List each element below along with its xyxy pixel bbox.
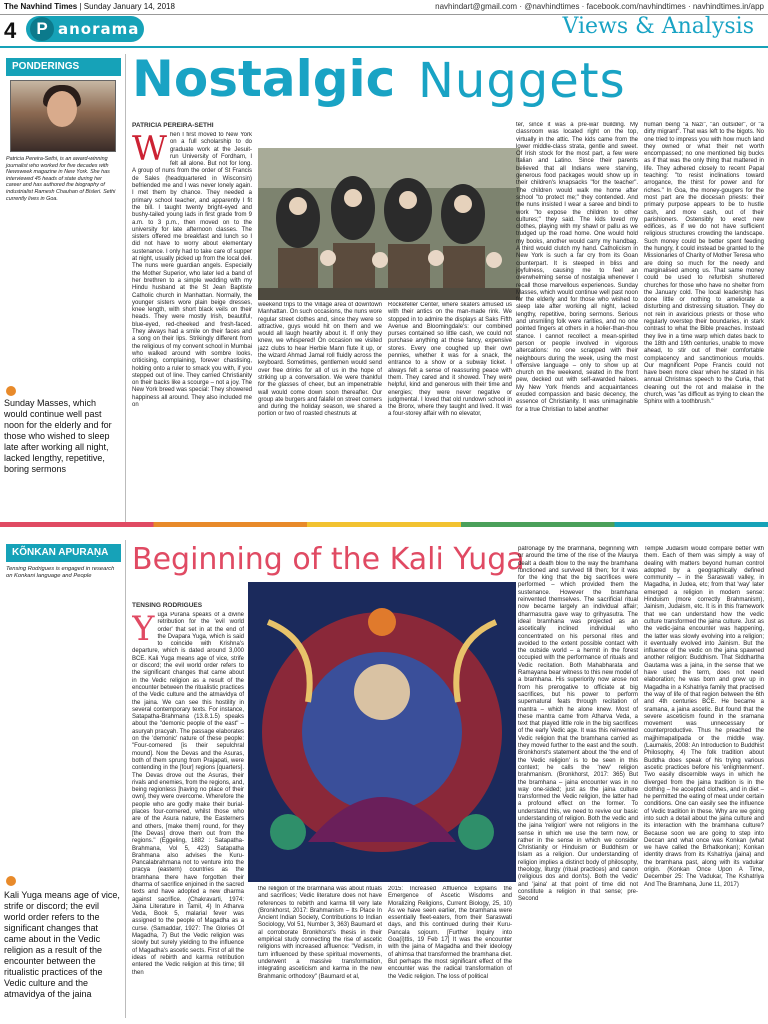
column-divider [125,54,126,524]
konkan-column-2: the religion of the bramhana was about rituals and sacrifices; Vedic literature does not have references to rebirth and karma till very late (Bronkhorst, 2017: Brahmanism – Its Place In Ancient Indian Society, Contributions to Indian Sociology, Vol 51, Number 3, 363) Baumard et al corroborate Bronkhorst's thesis in their empirical study connecting the rise of ascetic religions with increased affluence: "Vedism, in turn influenced by these spiritual movements, underwent a massive transformation, integrating asceticism and karma in the new Brahmanic orthodoxy" (Baumard et al, [258,886,382,980]
konkan-author-bio: Tensing Rodrigues is engaged in research on Konkani language and People [6,566,115,579]
article-column-1 [132,132,252,518]
drop-cap-2: Y [132,612,155,649]
author-portrait [10,80,116,152]
pull-quote-dot [6,386,16,396]
headline-bold: Nostalgic [132,50,396,108]
article-column-3: Rockefeller Center, where skaters amused us with their antics on the man-made rink. We stopped in to admire the displays at Saks Fifth Avenue and Bloomingdale's: our combined purses contained so little cash, we could not purchase anything at those fancy, expensive stores. Every one coughed up their own pennies, whether it was for a snack, the entrance to a show or a subway ticket. I always felt a sense of reassuring peace with them. They cared and it showed. They were helpful, kind and generous with their time and energies; they were never negative or judgmental. I loved that old rundown school in the Bronx, where they taught and lived. It was a four-storey affair with no elevator, [388,302,512,418]
issue-date: Sunday January 14, 2018 [83,2,175,11]
article-column-4: ter, since it was a pre-war building. My classroom was located right on the top, virtually in the attic. The kids came from the lower middle-class strata, gentle and sweet. Of Irish stock for the most part, a few were Italian and Latino. Since their parents believed that all Indians were starving, generous food packages would show up in their children's knapsacks "for the teacher". The children would walk me home after school "to protect me;" they contended. And the nuns insisted I wear a saree and bindi to work "to expose the children to other cultures;" they said. The kids loved my clothes, playing with my shawl or pallu as we trudged up the road home. One would hold my books, another would carry my handbag. A third would clutch my hand. Catholicism in New York is such a far cry from its Goan counterpart. It is steeped in bliss and joyfulness, causing me to feel an overwhelming sense of nostalgia whenever I recall those marvellous experiences. Sunday Masses, which would continue well past noon for the elderly and for those who wished to sleep late after working all night, lacked lengthy, repetitive, boring sermons. Serious and unsmiling folk were rarities, and no one pointed fingers at others in a holier-than-thou stance. I cannot recollect a mean-spirited person or people involved in vigorous altercations: no one scrapped with their neighbours during the week, using the most offensive language – only to show up at church on the weekend, seated in the front pew, decked out with self-awarded haloes. My New York friends and acquaintances exuded compassion and basic decency, the essence of Christianity. It was unimaginable for a true Christian to label another [516,122,638,413]
kali-yuga-painting [248,582,516,882]
paper-name: The Navhind Times [4,2,78,11]
article-headline [132,50,395,108]
masthead-rule [0,46,768,48]
pull-quote-dot-2 [6,876,16,886]
panorama-logo-initial: P [30,17,54,41]
nuns-group-photo [258,148,520,300]
page-number: 4 [4,18,17,43]
masthead-bar [0,0,768,15]
konkan-column-4: patronage by the bramhana, beginning with or around the time of the rise of the Maurya dealt a death blow to the way the bramhana functioned and survived till then; for it was for the king that the big sacrifices were performed – which provided them the sustenance. However the bramhana reinvented themselves. The sacrificial ritual now became largely an individual affair; dharmasutra gave way to grihyasutra. The ideal bramhana was projected as an ascetically inclined individual who concentrated on his personal rites and avoided to the extent possible contact with the outside world – a hermit in the forest occupied with the performance of rituals and Vedic recitation. Both Mahabharata and Ramayana bear witness to this new model of a bramhana. His superiority now arose not from his prerogative to officiate at big sacrifices, but his power to perform supernatural feats through recitation of mantra – which he alone knew. Most of these mantra came from Atharva Veda, a text that played little role in the big sacrifices of the early Vedic age. It was this reinvented Vedic religion that the bramhana carried as they moved further to the east and the south. Bronkhorst's statement about the 'the end of the Vedic religion' is to be seen in this context; he calls the 'new' religion brahmanism. (Bronkhorst, 2017: 365) But the bramhana – jaina encounter was in no way one-sided; just as the jaina culture transformed the Vedic religion, the latter had a profound effect on the former. To understand this, we need to revive our basic understanding of religion. Both the vedic and the jaina 'religion' were not religions in the sense in which we use the term now, or rather in the sense in which we consider Christianity or Hinduism or Buddhism or Islam as a religion. Our understanding of religion implies a distinct body of philosophy, theology, liturgy (ritual practices) and canon (religious dos and don'ts). Both the 'vedic' and 'jaina' at that point of time did not constitute a religion in that sense; pre-Second [518,546,638,903]
konkan-column-5: Temple Judaism would compare better with them. Each of them was simply a way of dealing with matters beyond human control adopted by a geographically defined community – in the Saraswati valley, in Magadha, in Judea, etc; from that 'way' later emerged a religion in modern sense: Hinduism (more correctly Brahmanism), Jainism, Judaism, etc. It is in this framework that we can understand how the vedic culture transformed the jaina culture. Just as the vedic-jaina encounter was happening, the latter was slowly evolving into a religion; it eventually evolved into Jainism. But the influence of the vedic on the jaina spawned another religion: Buddhism. That Siddhartha Gautama was a jaina, in the sense that we have used the term, does not need elaboration; he was born and grew up in Magadha in a Kshatriya family that practised the way of life of that region between the 6th and 4th centuries BCE. He became a sramana, a jaina ascetic. But found that the severe asceticism found in the sramana movement was unnecessary or counterproductive. Thus he preached the majjhimapatipada or the middle way. (Laumakis, 2008: An Introduction to Buddhist Philosophy, 4) The folk tradition about Buddha does speak of his trying various ascetic practices before his 'enlightenment'. Two easily discernible ways in which he diverged from the jaina tradition is in the clothing – he accepted clothes, and in diet – he permitted the eating of meat under certain conditions. One can easily see the influence of Vedic tradition in these. Why are we going into such a detail about the jaina culture and its interaction with the bramhana culture? Because soon we are going to step into Deccan and what once was Konkan (what we have called the Brhatkonkan); Konkan identity draws from its Kshatriya (jaina) and the bramhana past, along with its vadukar origin. (Konkan Once Upon A Time, December 25: The Vadukar, The Kshatriya And The Bramhana, June 11, 2017) [644,546,764,888]
konkan-column-1 [132,612,244,1018]
paper-date: The Navhind Times | Sunday January 14, 2018 [4,2,175,11]
konkan-byline: TENSING RODRIGUES [132,602,203,609]
byline: PATRICIA PEREIRA-SETHI [132,122,214,129]
section-title: Views & Analysis [562,14,754,39]
konkan-headline: Beginning of the Kali Yuga [132,542,525,577]
ponderings-label: PONDERINGS [6,58,121,76]
contact-links[interactable]: navhindart@gmail.com · @navhindtimes · facebook.com/navhindtimes · navhindtimes.in/app [435,2,764,11]
konkan-pull-quote: Kali Yuga means age of vice, strife or discord; the evil world order refers to the significant changes that came about in the Vedic religion as a result of the encounter between the ritualistic practices of the Vedic culture and the atmavidya of the jaina [4,890,120,999]
headline-light: Nuggets [418,53,626,109]
pull-quote: Sunday Masses, which would continue well past noon for the elderly and for those who wished to sleep late after working all night, lacked lengthy, repetitive, boring sermons [4,398,112,474]
article-column-5: human being "a Nazi", "an outsider", or "a dirty migrant". That was left to the bigots. No one tried to impress you with how much land they owned or what their net worth encompassed; no one mentioned big bucks as if that was the only thing that mattered in life. They adhered closely to recent Papal teaching: "to resist inclinations toward arrogance, the thirst for power and for riches." In Goa, the money-gougers for the most part are the diocesan priests: their primary purpose appears to be to hustle cash, and more cash, out of their parishioners. Ostensibly to erect new edifices, as if we do not have sufficient religious structures crowding the landscape. Such money could be better spent feeding the hungry, it could instead be granted to the Missionaries of Charity of Mother Teresa who are doing so much for the needy and marginalised among us. That same money could be used to refurbish shuttered churches for those who have no shelter from the January cold. The local leadership has done little or nothing to ameliorate a disturbing and distressing situation. They do not rein in avaricious priests or those who regularly overstep their boundaries, in stark contrast to what the Bible preaches. Instead they live in a time warp which dates back to the 18th and 19th centuries, unable to move ahead, to stir out of their comfortable complacency and sanctimonious moulds. Our magnificent Pope Francis could not have been more clear when he stated in his annual Christmas speech to the Curia, that cleaning out the rot and malaise in the church, was "as difficult as trying to clean the Sphinx with a toothbrush." [644,122,764,406]
konkan-label: KÕNKAN APURAṆA [6,544,121,562]
author-bio: Patricia Pereira-Sethi, is an award-winning journalist who worked for five decades with Newsweek magazine in New York. She has interviewed 45 heads of state during her career and has authored the biography of industrialist Ramesh Chauhan of Bisleri. Sethi currently lives in Goa. [6,156,116,202]
column-divider-2 [125,540,126,1018]
article-column-2: weekend trips to the Village area of downtown Manhattan. On such occasions, the nuns wore regular street clothes and, since they were so attractive, guys would hit on them and we would all laugh heartily about it. If only they knew, we whispered! On occasion we visited jazz clubs to hear Herbie Mann flute it up, or the wizard Ahmad Jamal roll fluidly across the keyboard. Sometimes, gentlemen would send over free drinks for all of us in the hope of striking up a conversation. We were thankful for the glasses of cheer, but an impenetrable wall would come down soon thereafter. Our group ate burgers and falafel on street corners and during the holiday season, we shared a portion or two of roasted chestnuts at [258,302,382,418]
konkan-column-3: 2015: Increased Affluence Explains the Emergence of Ascetic Wisdoms and Moralizing Religions, Current Biology, 25, 10) As we have seen earlier, the bramhana were essentially fleet-eaters, from their Saraswati days, and this continued during their Kuru-Pancala sojourn. [Further Inquiry into Goa(i)ttis, 19 Feb 17] It was the encounter with the jaina of Magadha and their ideology of ahimsa that transformed the bramhana diet. But perhaps the most significant effect of the encounter was the radical transformation of the Vedic religion. The loss of political [388,886,512,980]
panorama-logo-text: anorama [58,20,140,38]
konkan-column-1-text: uga Purana speaks of a divine retribution for the 'evil world order' that set in at the end of the Dvapara Yuga, which is said to coincide with Krishna's departure, which is dated around 3,000 BCE. Kali Yuga means age of vice, strife or discord; the evil world order refers to the significant changes that came about in the Vedic religion as a result of the encounter between the ritualistic practices of the Vedic culture and the atmavidya of the jaina. We can see this hostility in several contemporary texts. For instance, Satapatha-Brahmana (13.8.1.5) speaks about the "demonic people of the east" – asuryah pracyah. The passage elaborates on the 'demonic' nature of these people: "Four-cornered [is their sepulchral mound]. Now the Devas and the Asuras, both of them sprung from Prajapati, were contending in the [four] regions [quarters]. The Devas drove out the Asuras, their rivals and enemies, from the regions, and, being regionless [having no place of their own], they were overcome. Wherefore the people who are godly make their burial-places four-cornered, whilst those who are of the Asura nature, the Easterners and others, [make them] round, for they [the Devas] drove them out from the regions." (Eggeling, 1882 : Satapatha-Brahmana, Vol 5, 423) Satapatha Brahmana also advises the Kuru-Pancalabrahmana not to venture into the pracya (eastern) countries as the bramhana there have forgotten their dharma of sacrifice enjoined in the sacred texts and have adopted a new dharma against sacrifice. (Chakravarti, 1974: Jaina Literature in Tamil, 4) In Atharva Veda, Book 5, malarial fever was assigned to the people of Magadha as a curse. (Samaddar, 1927: The Glories Of Magadha, 7) But the Vedic religion was slowly but surely yielding to the influence of Magadha's ascetic sects. First of all the ideas of rebirth and karma retribution entered the Vedic religion at this time; till then [132,612,244,976]
section-color-bar [0,522,768,527]
drop-cap: W [132,132,167,169]
column-1-text: hen I first moved to New York on a full scholarship to do graduate work at the Jesuit-run University of Fordham, I felt all alone. But not for long. A group of nuns from the order of St Francis de Sales (headquartered in Wisconsin) befriended me and I was never lonely again. I met them by chance. They needed a primary school teacher, and apparently I fit the bill. I taught twenty bright-eyed and bushy-tailed young lads in first grade from 9 a.m. to 3 p.m., then moved on to the university for late afternoon classes. The sisters offered me breakfast and lunch so I did not have to worry about elementary sustenance. I only had to take care of supper at night, usually picked up from the local deli. The nuns were guardian angels. Especially the Mother Superior, who later led a band of her brethren to a simple wedding with my Hindu husband at the St Jean Baptiste Catholic church in Manhattan. Normally, the younger sisters wore plain beige dresses, knee length, with short black veils on their heads. They were mostly Irish, beautiful, blue-eyed, red-cheeked and fresh-faced. They always had a smile on their faces and a song on their lips. Strikingly different from the religious of my convent school in Mumbai who walked around with sombre looks, criticising, complaining, forever chastising, holding onto a ruler to smack you with, if you stepped out of line. They carried Christianity on their backs like a scourge – not a joy. The New York breed was special: They showered happiness all around. They also included me on [132,132,252,408]
